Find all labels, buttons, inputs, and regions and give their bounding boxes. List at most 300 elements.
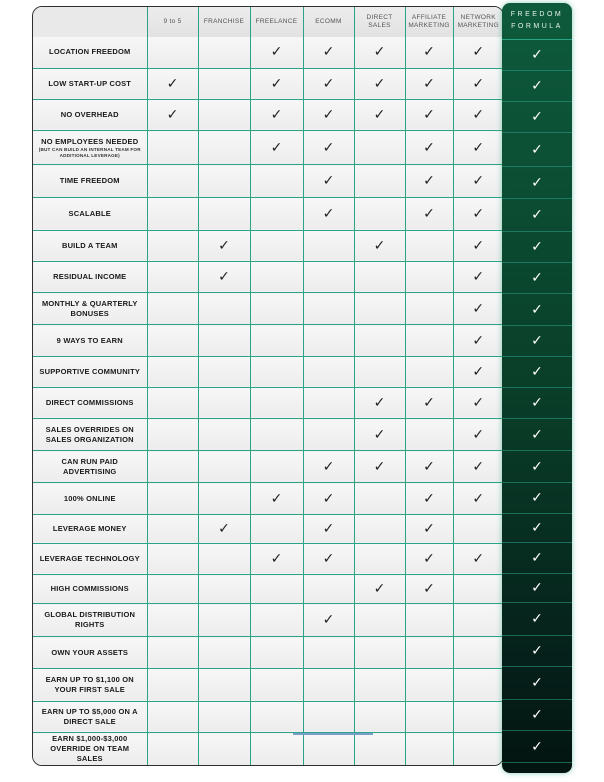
table-row xyxy=(33,604,503,637)
checkmark-icon: ✓ xyxy=(270,107,283,123)
table-cell xyxy=(453,514,503,543)
table-cell xyxy=(354,483,405,514)
table-row xyxy=(33,197,503,230)
row-label xyxy=(33,261,147,292)
table-cell xyxy=(198,325,250,356)
table-cell xyxy=(250,668,303,701)
freedom-formula-cell xyxy=(502,543,572,574)
table-cell xyxy=(453,165,503,197)
checkmark-icon: ✓ xyxy=(322,550,335,567)
table-cell xyxy=(147,733,198,765)
row-label xyxy=(33,325,147,356)
table-cell xyxy=(147,604,198,637)
freedom-formula-cell xyxy=(502,667,572,700)
checkmark-icon: ✓ xyxy=(531,738,543,755)
freedom-formula-cell xyxy=(502,636,572,667)
table-cell xyxy=(453,68,503,99)
table-cell xyxy=(250,68,303,99)
table-row xyxy=(33,165,503,197)
freedom-formula-cell xyxy=(502,731,572,763)
table-cell xyxy=(303,543,354,574)
table-cell xyxy=(250,230,303,261)
checkmark-icon: ✓ xyxy=(166,107,179,123)
table-cell xyxy=(147,637,198,668)
table-cell xyxy=(147,293,198,325)
table-cell xyxy=(250,165,303,197)
table-cell xyxy=(303,165,354,197)
checkmark-icon: ✓ xyxy=(472,75,485,92)
table-cell xyxy=(405,261,453,292)
table-cell xyxy=(405,637,453,668)
checkmark-icon: ✓ xyxy=(322,44,335,61)
row-label-text: OWN YOUR ASSETS xyxy=(51,647,129,657)
checkmark-icon: ✓ xyxy=(531,580,543,596)
row-label-text: BUILD A TEAM xyxy=(61,240,118,250)
row-label-text: GLOBAL DISTRIBUTION RIGHTS xyxy=(44,610,136,630)
checkmark-icon: ✓ xyxy=(531,301,543,318)
table-cell xyxy=(405,325,453,356)
row-label xyxy=(33,575,147,604)
row-label-text: LOW START-UP COST xyxy=(48,78,132,88)
table-cell xyxy=(147,543,198,574)
header-network-marketing: NETWORK MARKETING xyxy=(453,7,503,37)
row-label-text: LEVERAGE MONEY xyxy=(52,523,127,533)
table-cell xyxy=(354,261,405,292)
table-cell xyxy=(354,356,405,387)
header-freelance: FREELANCE xyxy=(250,7,303,37)
checkmark-icon: ✓ xyxy=(472,332,485,349)
table-cell xyxy=(453,668,503,701)
table-cell xyxy=(453,99,503,130)
table-row xyxy=(33,356,503,387)
table-cell xyxy=(303,230,354,261)
table-cell xyxy=(405,451,453,483)
table-cell xyxy=(453,325,503,356)
table-cell xyxy=(147,575,198,604)
table-cell xyxy=(354,68,405,99)
row-label xyxy=(33,701,147,732)
table-cell xyxy=(453,37,503,68)
table-cell xyxy=(147,451,198,483)
checkmark-icon: ✓ xyxy=(423,550,435,567)
table-cell xyxy=(453,197,503,230)
table-cell xyxy=(198,293,250,325)
checkmark-icon: ✓ xyxy=(531,426,543,443)
freedom-formula-cell xyxy=(502,294,572,326)
table-cell xyxy=(198,99,250,130)
table-cell xyxy=(303,668,354,701)
comparison-table xyxy=(32,6,504,766)
row-sublabel-text: (BUT CAN BUILD AN INTERNAL TEAM FOR ADDITIONAL LEVERAGE) xyxy=(38,147,141,158)
checkmark-icon: ✓ xyxy=(270,550,283,567)
checkmark-icon: ✓ xyxy=(472,44,485,61)
table-cell xyxy=(354,604,405,637)
checkmark-icon: ✓ xyxy=(472,550,485,567)
table-cell xyxy=(405,99,453,130)
table-cell xyxy=(147,325,198,356)
row-label-text: SUPPORTIVE COMMUNITY xyxy=(39,366,141,376)
table-cell xyxy=(198,733,250,765)
table-cell xyxy=(405,387,453,418)
checkmark-icon: ✓ xyxy=(423,75,435,92)
table-cell xyxy=(198,68,250,99)
header-affiliate-marketing: AFFILIATE MARKETING xyxy=(405,7,453,37)
table-cell xyxy=(453,637,503,668)
table-cell xyxy=(405,356,453,387)
row-label-text: TIME FREEDOM xyxy=(59,175,120,185)
table-cell xyxy=(453,356,503,387)
row-label-text: LEVERAGE TECHNOLOGY xyxy=(39,553,140,563)
checkmark-icon: ✓ xyxy=(373,458,386,475)
freedom-formula-cell xyxy=(502,700,572,731)
freedom-formula-column xyxy=(502,3,572,773)
checkmark-icon: ✓ xyxy=(472,172,485,189)
table-cell xyxy=(303,387,354,418)
table-cell xyxy=(303,701,354,732)
table-cell xyxy=(453,131,503,165)
table-cell xyxy=(354,230,405,261)
checkmark-icon: ✓ xyxy=(472,107,485,123)
table-row xyxy=(33,387,503,418)
table-row xyxy=(33,131,503,165)
table-cell xyxy=(354,575,405,604)
table-cell xyxy=(303,733,354,765)
table-cell xyxy=(303,451,354,483)
checkmark-icon: ✓ xyxy=(531,333,543,349)
row-label-text: CAN RUN PAID ADVERTISING xyxy=(61,456,118,476)
table-cell xyxy=(250,356,303,387)
row-label xyxy=(33,543,147,574)
table-cell xyxy=(303,261,354,292)
table-cell xyxy=(303,325,354,356)
checkmark-icon: ✓ xyxy=(322,172,335,189)
freedom-formula-cell xyxy=(502,71,572,102)
checkmark-icon: ✓ xyxy=(270,44,283,61)
table-cell xyxy=(303,293,354,325)
table-cell xyxy=(250,637,303,668)
table-cell xyxy=(250,325,303,356)
table-cell xyxy=(250,543,303,574)
table-cell xyxy=(354,99,405,130)
table-cell xyxy=(303,637,354,668)
row-label-text: SALES OVERRIDES ON SALES ORGANIZATION xyxy=(45,424,134,444)
table-cell xyxy=(354,451,405,483)
table-row xyxy=(33,37,503,68)
table-cell xyxy=(147,261,198,292)
table-cell xyxy=(198,701,250,732)
row-label-text: NO OVERHEAD xyxy=(60,110,119,119)
table-cell xyxy=(405,701,453,732)
checkmark-icon: ✓ xyxy=(472,300,485,317)
table-row xyxy=(33,325,503,356)
row-label-text: 9 WAYS TO EARN xyxy=(56,335,123,345)
freedom-formula-cell xyxy=(502,326,572,357)
table-cell xyxy=(198,387,250,418)
row-label xyxy=(33,293,147,325)
table-cell xyxy=(354,293,405,325)
table-cell xyxy=(303,514,354,543)
table-cell xyxy=(198,356,250,387)
table-cell xyxy=(405,419,453,451)
freedom-formula-cell xyxy=(502,102,572,133)
checkmark-icon: ✓ xyxy=(322,458,335,475)
checkmark-icon: ✓ xyxy=(531,207,543,223)
table-cell xyxy=(198,37,250,68)
row-label xyxy=(33,230,147,261)
table-row xyxy=(33,261,503,292)
table-cell xyxy=(303,575,354,604)
checkmark-icon: ✓ xyxy=(531,174,543,191)
checkmark-icon: ✓ xyxy=(423,394,435,411)
table-cell xyxy=(147,387,198,418)
table-row xyxy=(33,514,503,543)
freedom-formula-cell xyxy=(502,603,572,636)
row-label xyxy=(33,451,147,483)
table-cell xyxy=(405,575,453,604)
table-cell xyxy=(354,701,405,732)
row-label xyxy=(33,483,147,514)
table-cell xyxy=(354,733,405,765)
freedom-formula-cell xyxy=(502,357,572,388)
table-cell xyxy=(250,37,303,68)
table-cell xyxy=(405,230,453,261)
table-cell xyxy=(198,197,250,230)
checkmark-icon: ✓ xyxy=(322,75,335,92)
freedom-formula-cell xyxy=(502,167,572,199)
table-cell xyxy=(354,514,405,543)
table-cell xyxy=(147,197,198,230)
table-cell xyxy=(198,230,250,261)
table-cell xyxy=(453,575,503,604)
table-cell xyxy=(250,701,303,732)
checkmark-icon: ✓ xyxy=(472,426,485,443)
table-row xyxy=(33,230,503,261)
checkmark-icon: ✓ xyxy=(531,239,543,255)
row-label-text: RESIDUAL INCOME xyxy=(53,272,127,282)
table-cell xyxy=(147,483,198,514)
row-label xyxy=(33,356,147,387)
checkmark-icon: ✓ xyxy=(472,237,485,254)
table-cell xyxy=(354,543,405,574)
checkmark-icon: ✓ xyxy=(423,581,435,598)
checkmark-icon: ✓ xyxy=(531,675,543,691)
checkmark-icon: ✓ xyxy=(423,520,435,537)
table-cell xyxy=(250,575,303,604)
freedom-formula-cell xyxy=(502,232,572,263)
table-cell xyxy=(198,668,250,701)
checkmark-icon: ✓ xyxy=(531,47,543,63)
table-row xyxy=(33,419,503,451)
row-label-text: HIGH COMMISSIONS xyxy=(50,584,129,594)
checkmark-icon: ✓ xyxy=(270,75,283,92)
table-cell xyxy=(453,701,503,732)
freedom-formula-cell xyxy=(502,133,572,167)
table-cell xyxy=(453,543,503,574)
table-cell xyxy=(147,701,198,732)
checkmark-icon: ✓ xyxy=(472,394,485,411)
freedom-formula-cell xyxy=(502,451,572,483)
table-cell xyxy=(198,261,250,292)
checkmark-icon: ✓ xyxy=(423,490,435,507)
table-cell xyxy=(198,483,250,514)
row-label-text: EARN UP TO $1,100 ON YOUR FIRST SALE xyxy=(45,674,134,694)
table-cell xyxy=(250,451,303,483)
checkmark-icon: ✓ xyxy=(531,78,543,94)
table-cell xyxy=(198,165,250,197)
table-cell xyxy=(198,131,250,165)
checkmark-icon: ✓ xyxy=(531,550,543,566)
table-cell xyxy=(354,419,405,451)
checkmark-icon: ✓ xyxy=(270,490,283,507)
freedom-formula-cell xyxy=(502,40,572,71)
table-row xyxy=(33,733,503,765)
table-cell xyxy=(453,293,503,325)
table-cell xyxy=(147,99,198,130)
table-cell xyxy=(198,543,250,574)
header-direct-sales: DIRECT SALES xyxy=(354,7,405,37)
table-row xyxy=(33,701,503,732)
table-cell xyxy=(405,514,453,543)
checkmark-icon: ✓ xyxy=(423,44,435,61)
table-cell xyxy=(250,99,303,130)
table-cell xyxy=(303,197,354,230)
table-cell xyxy=(354,165,405,197)
freedom-formula-cell xyxy=(502,199,572,232)
table-row xyxy=(33,68,503,99)
row-label xyxy=(33,131,147,165)
freedom-formula-cell xyxy=(502,419,572,451)
checkmark-icon: ✓ xyxy=(218,269,230,286)
row-label-text: EARN UP TO $5,000 ON A DIRECT SALE xyxy=(41,706,138,726)
freedom-formula-cell xyxy=(502,388,572,419)
checkmark-icon: ✓ xyxy=(373,581,386,598)
checkmark-icon: ✓ xyxy=(322,139,335,156)
checkmark-icon: ✓ xyxy=(423,458,435,475)
checkmark-icon: ✓ xyxy=(322,612,335,629)
checkmark-icon: ✓ xyxy=(531,643,543,659)
checkmark-icon: ✓ xyxy=(531,611,543,627)
table-cell xyxy=(198,514,250,543)
checkmark-icon: ✓ xyxy=(531,364,543,380)
table-cell xyxy=(453,451,503,483)
row-label-text: 100% ONLINE xyxy=(63,493,116,503)
table-cell xyxy=(453,483,503,514)
table-cell xyxy=(250,197,303,230)
table-cell xyxy=(198,451,250,483)
checkmark-icon: ✓ xyxy=(423,107,435,123)
checkmark-icon: ✓ xyxy=(423,172,435,189)
row-label xyxy=(33,668,147,701)
table-cell xyxy=(303,37,354,68)
table-cell xyxy=(453,604,503,637)
table-cell xyxy=(147,68,198,99)
checkmark-icon: ✓ xyxy=(322,490,335,507)
table-cell xyxy=(453,733,503,765)
checkmark-icon: ✓ xyxy=(472,363,485,380)
table-cell xyxy=(405,733,453,765)
table-cell xyxy=(250,483,303,514)
checkmark-icon: ✓ xyxy=(531,141,543,158)
checkmark-icon: ✓ xyxy=(531,109,543,125)
row-label xyxy=(33,419,147,451)
table-cell xyxy=(303,483,354,514)
table-cell xyxy=(354,325,405,356)
freedom-formula-header-line1: FREEDOM xyxy=(510,11,564,18)
checkmark-icon: ✓ xyxy=(472,490,485,507)
table-cell xyxy=(250,604,303,637)
table-cell xyxy=(453,261,503,292)
table-row xyxy=(33,451,503,483)
row-label xyxy=(33,637,147,668)
table-cell xyxy=(453,230,503,261)
checkmark-icon: ✓ xyxy=(373,44,386,61)
table-cell xyxy=(405,604,453,637)
header-feature-column xyxy=(33,7,147,37)
table-row xyxy=(33,543,503,574)
header-franchise: FRANCHISE xyxy=(198,7,250,37)
header-9-to-5: 9 to 5 xyxy=(147,7,198,37)
row-label xyxy=(33,197,147,230)
checkmark-icon: ✓ xyxy=(423,205,435,222)
checkmark-icon: ✓ xyxy=(423,139,435,156)
table-cell xyxy=(147,668,198,701)
table-cell xyxy=(405,68,453,99)
table-cell xyxy=(405,483,453,514)
freedom-formula-header xyxy=(502,3,572,40)
table-cell xyxy=(303,131,354,165)
checkmark-icon: ✓ xyxy=(472,139,485,156)
header-ecomm: ECOMM xyxy=(303,7,354,37)
table-cell xyxy=(453,387,503,418)
table-cell xyxy=(405,165,453,197)
table-cell xyxy=(405,293,453,325)
checkmark-icon: ✓ xyxy=(373,394,386,411)
row-label xyxy=(33,99,147,130)
accent-underline xyxy=(293,733,373,735)
row-label xyxy=(33,733,147,765)
table-cell xyxy=(354,637,405,668)
table-cell xyxy=(354,37,405,68)
checkmark-icon: ✓ xyxy=(218,520,230,537)
table-cell xyxy=(147,230,198,261)
checkmark-icon: ✓ xyxy=(373,75,386,92)
row-label-text: SCALABLE xyxy=(68,208,111,218)
checkmark-icon: ✓ xyxy=(373,107,386,123)
table-cell xyxy=(198,575,250,604)
table-cell xyxy=(250,733,303,765)
table-cell xyxy=(303,356,354,387)
row-label-text: EARN $1,000-$3,000 OVERRIDE ON TEAM SALES xyxy=(50,734,130,764)
table-cell xyxy=(147,131,198,165)
checkmark-icon: ✓ xyxy=(472,205,485,222)
comparison-grid xyxy=(33,7,503,765)
checkmark-icon: ✓ xyxy=(322,107,335,123)
table-row xyxy=(33,483,503,514)
row-label xyxy=(33,514,147,543)
table-cell xyxy=(250,387,303,418)
table-row xyxy=(33,637,503,668)
checkmark-icon: ✓ xyxy=(531,707,543,723)
header-row xyxy=(33,7,503,37)
table-cell xyxy=(250,261,303,292)
table-cell xyxy=(405,37,453,68)
row-label xyxy=(33,68,147,99)
freedom-formula-cell xyxy=(502,574,572,603)
table-cell xyxy=(303,99,354,130)
table-row xyxy=(33,99,503,130)
row-label-text: LOCATION FREEDOM xyxy=(49,47,131,57)
table-row xyxy=(33,575,503,604)
